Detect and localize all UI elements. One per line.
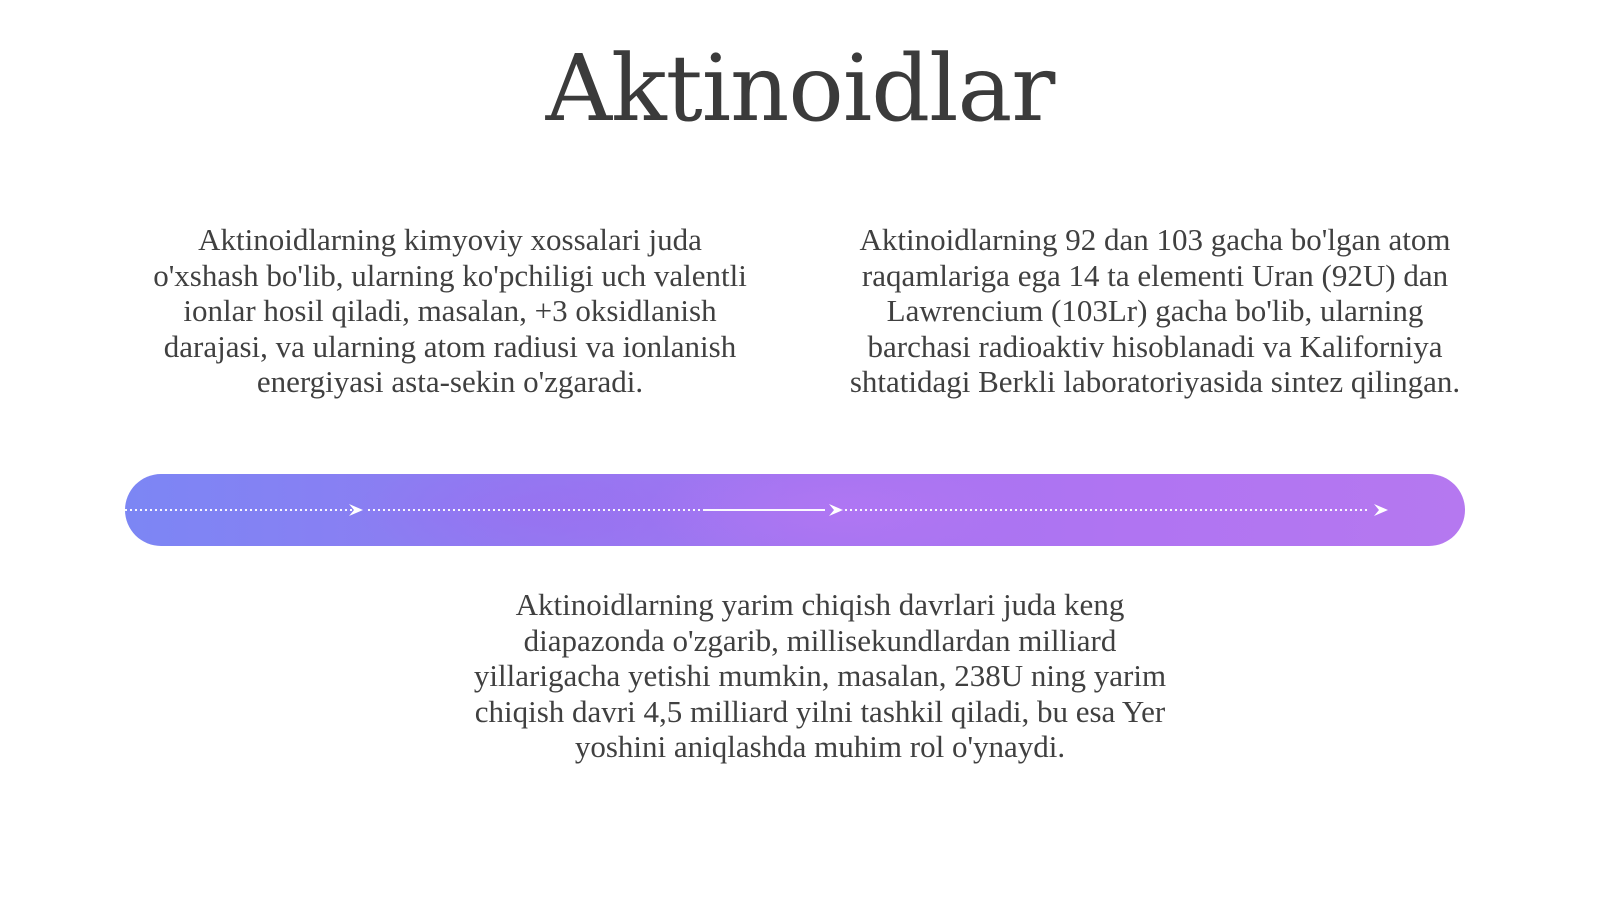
arrow-right-icon [1374,504,1388,516]
paragraph-chemical-properties: Aktinoidlarning kimyoviy xossalari juda o'xshash bo'lib, ularning ko'pchiligi uch valentli ionlar hosil qiladi, masalan, +3 oksidlanish darajasi, va ularning atom radiusi va ionlanish energiyasi asta-sekin o'zgaradi. [153,222,747,399]
paragraph-elements-range: Aktinoidlarning 92 dan 103 gacha bo'lgan atom raqamlariga ega 14 ta elementi Uran (92U) dan Lawrencium (103Lr) gacha bo'lib, ularning barchasi radioaktiv hisoblanadi va Kaliforniya shtatidagi Berkli laboratoriyasida sintez qilingan. [849,222,1461,399]
timeline-bar [125,474,1465,546]
timeline-graphic [125,474,1465,546]
paragraph-half-life: Aktinoidlarning yarim chiqish davrlari juda keng diapazonda o'zgarib, millisekundlardan milliard yillarigacha yetishi mumkin, masalan, 238U ning yarim chiqish davri 4,5 milliard yilni tashkil qiladi, bu esa Yer yoshini aniqlashda muhim rol o'ynaydi. [473,587,1167,764]
slide-title: Aktinoidlar [545,35,1055,142]
